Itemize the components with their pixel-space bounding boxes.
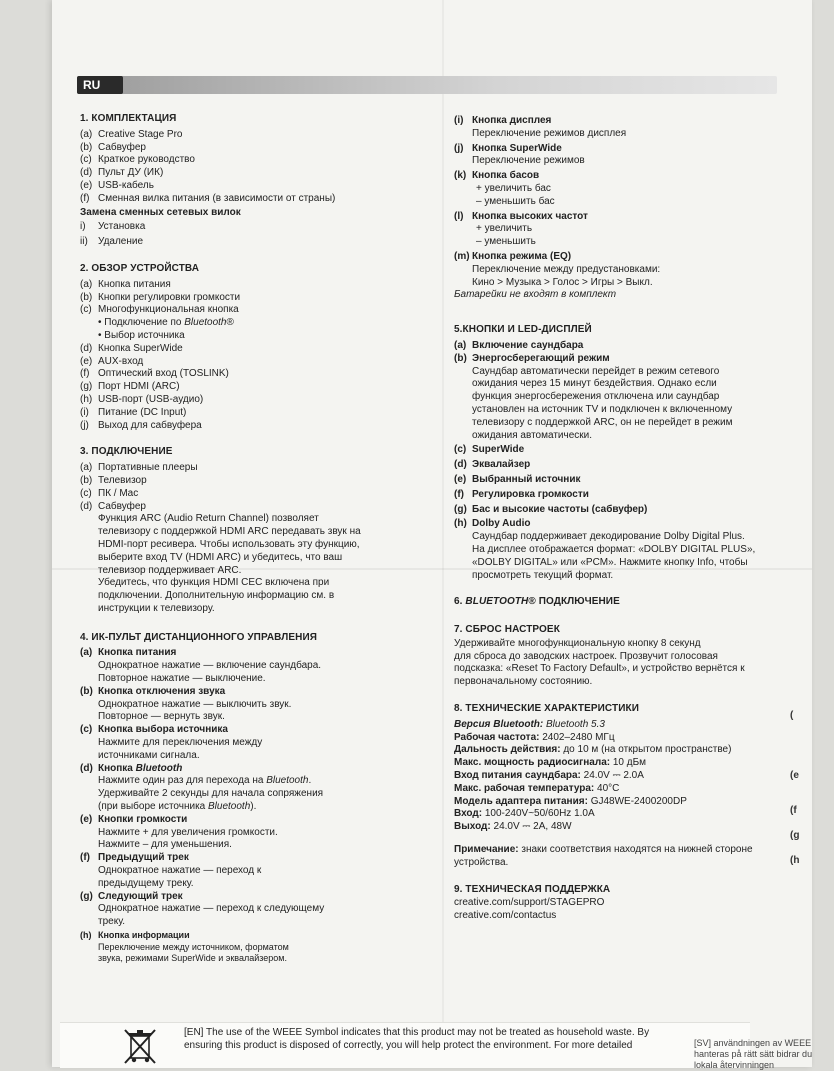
list-item-desc: Саундбар поддерживает декодирование Dolby Digital Plus. На дисплее отображается формат: «DOLBY DIGITAL PLUS», «DOLBY DIGITAL» или «PCM». Нажмите кнопку Info, чтобы просмотреть текущий формат.	[472, 531, 756, 581]
contact-link[interactable]: creative.com/contactus	[454, 910, 557, 922]
list-item-desc: Однократное нажатие — переход к следующему треку.	[98, 903, 325, 928]
list-item-desc: Переключение режимов	[472, 155, 585, 167]
list-item: (c) SuperWide	[454, 444, 525, 456]
section-1-title: 1. КОМПЛЕКТАЦИЯ	[80, 113, 177, 124]
list-item: (a) Включение саундбара	[454, 339, 584, 351]
list-item-desc: Нажмите один раз для перехода на Bluetooth. Удерживайте 2 секунды для начала сопряжения (при выборе источника Bluetooth).	[98, 775, 324, 813]
list-item: (d) Пульт ДУ (ИК)	[80, 167, 164, 179]
list-item: (i) Питание (DC Input)	[80, 406, 187, 418]
section-5-title: 5.КНОПКИ И LED-ДИСПЛЕЙ	[454, 324, 592, 336]
list-item-desc: Однократное нажатие — выключить звук. Повторное — вернуть звук.	[98, 698, 292, 723]
list-item: (a) Портативные плееры	[80, 462, 198, 474]
list-item: (c) ПК / Mac	[80, 487, 139, 499]
list-item: (k) Кнопка басов	[454, 170, 540, 182]
edge-letter: (h	[790, 855, 800, 866]
battery-note: Батарейки не входят в комплект	[454, 289, 617, 301]
list-item: (e) USB-кабель	[80, 179, 154, 191]
section-4-title: 4. ИК-ПУЛЬТ ДИСТАНЦИОННОГО УПРАВЛЕНИЯ	[80, 631, 318, 643]
list-item: (d) Кнопка Bluetooth	[80, 762, 183, 774]
spec-row: Вход: 100-240V~50/60Hz 1.0A	[454, 808, 595, 820]
plug-title: Замена сменных сетевых вилок	[80, 206, 241, 218]
list-item-desc: Нажмите для переключения между источниками сигнала.	[98, 737, 263, 761]
list-item: (m) Кнопка режима (EQ)	[454, 250, 572, 262]
spec-row: Макс. рабочая температура: 40°C	[454, 782, 620, 794]
list-item: i) Установка	[80, 221, 146, 233]
list-item-desc: Переключение между источником, форматом звука, режимами SuperWide и эквалайзером.	[98, 941, 289, 964]
list-item: (c) Кнопка выбора источника	[80, 724, 228, 736]
section-8-title: 8. ТЕХНИЧЕСКИЕ ХАРАКТЕРИСТИКИ	[454, 703, 639, 715]
list-item-desc: + увеличить – уменьшить	[476, 223, 536, 248]
list-item: (b) Сабвуфер	[80, 141, 146, 153]
spec-row: Выход: 24.0V ⎓ 2A, 48W	[454, 821, 572, 833]
edge-letter: (g	[790, 830, 800, 841]
list-item: (g) Бас и высокие частоты (сабвуфер)	[454, 503, 648, 515]
list-item-desc: Однократное нажатие — переход к предыдущему треку.	[98, 865, 262, 889]
list-item: (f) Регулировка громкости	[454, 488, 589, 500]
weee-text-sv: [SV] användningen av WEEE hanteras på rätt sätt bidrar du lokala återvinningen	[694, 1038, 813, 1070]
list-item: (b) Телевизор	[80, 474, 147, 486]
list-item: (a) Кнопка питания	[80, 647, 177, 659]
list-item: (c) Многофункциональная кнопка	[80, 304, 239, 316]
list-item: (c) Краткое руководство	[80, 154, 195, 166]
section-6-title: 6. BLUETOOTH® ПОДКЛЮЧЕНИЕ	[454, 596, 620, 608]
section-2-title: 2. ОБЗОР УСТРОЙСТВА	[80, 262, 200, 274]
reset-description: Удерживайте многофункциональную кнопку 8 секунд для сброса до заводских настроек. Прозвучит голосовая подсказка: «Reset To Factory Default», и устройство вернётся к первоначальному состоянию.	[454, 637, 745, 688]
list-item: (b) Кнопки регулировки громкости	[80, 291, 241, 303]
list-subitem: • Выбор источника	[98, 329, 185, 341]
list-item-desc: + увеличить бас – уменьшить бас	[476, 182, 555, 207]
list-item: (f) Сменная вилка питания (в зависимости от страны)	[80, 192, 336, 204]
section-9-title: 9. ТЕХНИЧЕСКАЯ ПОДДЕРЖКА	[454, 883, 611, 895]
manual-sheet	[52, 0, 812, 1067]
list-item-desc: Саундбар автоматически перейдет в режим сетевого ожидания через 15 минут бездействия. Однако если функция энергосбережения отключена или саундбар установлен на источник TV и подключен к включенному телевизору с поддержкой ARC, он не перейдет в режим ожидания автоматически.	[472, 365, 733, 441]
list-item-desc: Переключение режимов дисплея	[472, 127, 627, 139]
list-item: (d) Сабвуфер	[80, 500, 146, 512]
list-item-desc: Однократное нажатие — включение саундбара. Повторное нажатие — выключение.	[98, 660, 322, 685]
section-7-title: 7. СБРОС НАСТРОЕК	[454, 624, 560, 636]
list-item: (f) Предыдущий трек	[80, 852, 189, 864]
list-item: (e) Выбранный источник	[454, 473, 581, 485]
compliance-note-cont: устройства.	[454, 856, 509, 868]
support-link[interactable]: creative.com/support/STAGEPRO	[454, 897, 605, 909]
list-item: (b) Энергосберегающий режим	[454, 352, 610, 364]
compliance-note: Примечание: знаки соответствия находятся на нижней стороне	[454, 844, 753, 856]
list-item: (h) USB-порт (USB-аудио)	[80, 393, 204, 405]
edge-letter: (	[790, 710, 794, 721]
list-item-desc: Переключение между предустановками: Кино > Музыка > Голос > Игры > Выкл.	[472, 263, 661, 288]
list-item: (d) Эквалайзер	[454, 459, 531, 471]
list-item: (l) Кнопка высоких частот	[454, 210, 588, 222]
language-header-band	[77, 76, 777, 94]
list-item: (a) Creative Stage Pro	[80, 128, 183, 140]
spec-row: Дальность действия: до 10 м (на открытом пространстве)	[454, 744, 732, 756]
list-item: (a) Кнопка питания	[80, 278, 171, 290]
edge-letter: (f	[790, 805, 797, 816]
language-tag: RU	[77, 76, 123, 94]
spec-row: Модель адаптера питания: GJ48WE-2400200DP	[454, 795, 687, 807]
list-item: (j) Кнопка SuperWide	[454, 142, 562, 154]
list-item: (d) Кнопка SuperWide	[80, 342, 183, 354]
spec-row: Рабочая частота: 2402–2480 МГц	[454, 731, 615, 743]
list-item: (j) Выход для сабвуфера	[80, 419, 202, 431]
list-item: (e) AUX-вход	[80, 355, 144, 367]
weee-footer	[60, 1022, 813, 1070]
spec-row: Макс. мощность радиосигнала: 10 дБм	[454, 757, 647, 769]
spec-row: Версия Bluetooth: Bluetooth 5.3	[454, 718, 605, 730]
left-column	[80, 113, 425, 965]
section-3-title: 3. ПОДКЛЮЧЕНИЕ	[80, 446, 173, 458]
list-item: (b) Кнопка отключения звука	[80, 685, 226, 697]
right-column	[454, 115, 784, 923]
arc-description: Функция ARC (Audio Return Channel) позволяет телевизору с поддержкой HDMI ARC передавать звук на HDMI-порт ресивера. Чтобы использовать эту функцию, выберите вход TV (HDMI ARC) и убедитесь, что ваш телевизор поддерживает ARC. Убедитесь, что функция HDMI CEC включена при подключении. Дополнительную информацию см. в инструкции к телевизору.	[98, 513, 361, 614]
weee-text-en: [EN] The use of the WEEE Symbol indicates that this product may not be treated as household waste. By ensuring this product is disposed of correctly, you will help protect the environment. For more detailed	[184, 1027, 650, 1051]
list-item: (g) Порт HDMI (ARC)	[80, 381, 180, 393]
paper-fold-vertical	[442, 0, 444, 1067]
weee-bin-icon	[122, 1027, 158, 1065]
list-item: (h) Dolby Audio	[454, 518, 531, 530]
edge-letter: (e	[790, 770, 799, 781]
list-subitem: • Подключение по Bluetooth®	[98, 317, 234, 329]
list-item: (e) Кнопки громкости	[80, 813, 188, 825]
list-item-desc: Нажмите + для увеличения громкости. Нажмите – для уменьшения.	[98, 826, 278, 851]
list-item: (h) Кнопка информации	[80, 930, 190, 941]
list-item: (g) Следующий трек	[80, 890, 183, 902]
spec-row: Вход питания саундбара: 24.0V ⎓ 2.0A	[454, 770, 644, 782]
list-item: (i) Кнопка дисплея	[454, 115, 552, 126]
list-item: ii) Удаление	[80, 236, 144, 248]
list-item: (f) Оптический вход (TOSLINK)	[80, 368, 229, 380]
